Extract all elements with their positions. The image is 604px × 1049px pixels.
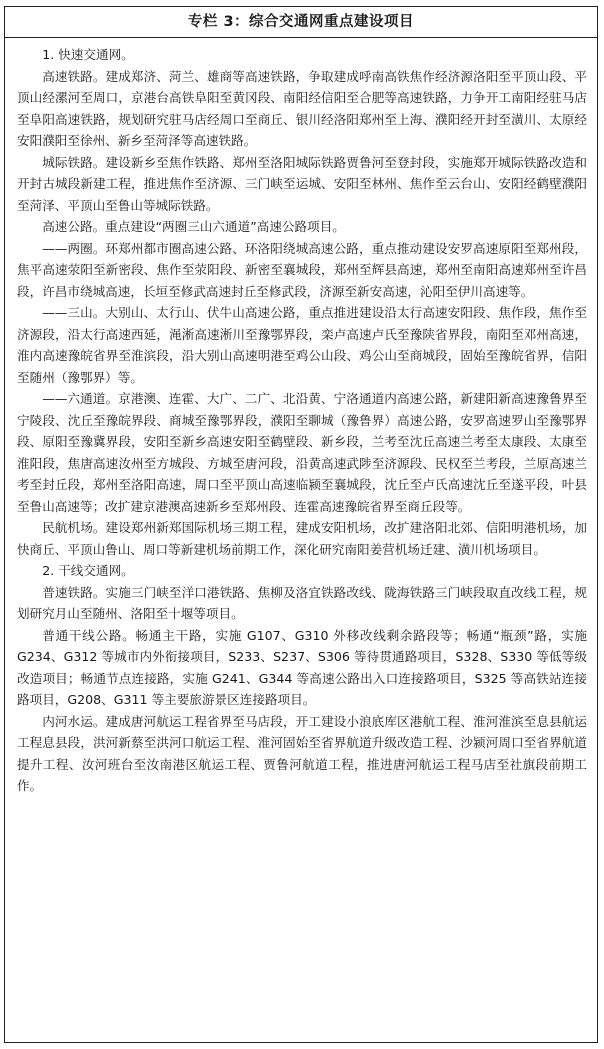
- paragraph-high-speed-rail: 高速铁路。建成郑济、菏兰、雄商等高速铁路，争取建成呼南高铁焦作经济源洛阳至平顶山段、平顶山经漯河至周口，京港台高铁阜阳至黄冈段、南阳经信阳至合肥等高速铁路，力争开工南阳经驻马店至阜阳高速铁路，规划研究驻马店经周口至商丘、银川经洛阳郑州至上海、濮阳经开封至潢川、太原经安阳濮阳至徐州、新乡至菏泽等高速铁路。: [17, 68, 587, 148]
- box-title: 专栏 3：综合交通网重点建设项目: [5, 7, 597, 38]
- paragraph-inland-waterway: 内河水运。建成唐河航运工程省界至马店段，开工建设小浪底库区港航工程、淮河淮滨至息县航运工程息县段，洪河新蔡至洪河口航运工程、淮河固始至省界航道升级改造工程、沙颍河周口至省界航道提升工程、汝河班台至汝南港区航运工程、贾鲁河航道工程，推进唐河航运工程马店至社旗段前期工作。: [17, 713, 587, 793]
- paragraph-airports: 民航机场。建设郑州新郑国际机场三期工程，建成安阳机场，改扩建洛阳北郊、信阳明港机场，加快商丘、平顶山鲁山、周口等新建机场前期工作，深化研究南阳姜营机场迁建、潢川机场项目。: [17, 520, 587, 557]
- paragraph-six-corridors: ——六通道。京港澳、连霍、大广、二广、北沿黄、宁洛通道内高速公路，新建阳新高速豫鲁界至宁陵段、沈丘至豫皖界段、商城至豫鄂界段，濮阳至聊城（豫鲁界）高速公路，安罗高速罗山至豫鄂界段、原阳至豫冀界段，安阳至新乡高速安阳至鹤壁段、新乡段，兰考至沈丘高速兰考至太康段、太康至淮阳段，焦唐高速汝州至方城段、方城至唐河段，沿黄高速武陟至济源段、民权至兰考段，兰原高速兰考至封丘段，郑州至洛阳高速，周口至平顶山高速临颍至襄城段，沈丘至卢氏高速沈丘至遂平段，叶县至鲁山高速等；改扩建京港澳高速新乡至郑州段、连霍高速豫皖省界至商丘段等。: [17, 391, 587, 514]
- paragraph-three-mountains: ——三山。大别山、太行山、伏牛山高速公路，重点推进建设沿太行高速安阳段、焦作段，焦作至济源段，沿太行高速西延，渑淅高速淅川至豫鄂界段，栾卢高速卢氏至豫陕省界段，南阳至邓州高速，淮内高速豫皖省界至淮滨段，沿大别山高速明港至鸡公山段、鸡公山至商城段，固始至豫皖省界，信阳至随州（豫鄂界）等。: [17, 305, 587, 385]
- box-content: [5, 38, 597, 797]
- paragraph-two-rings: ——两圈。环郑州都市圈高速公路、环洛阳绕城高速公路，重点推动建设安罗高速原阳至郑州段，焦平高速荥阳至新密段、焦作至荥阳段、新密至襄城段，郑州至辉县高速，郑州至南阳高速郑州至许昌段，许昌市绕城高速，长垣至修武高速封丘至修武段，济源至新安高速，沁阳至伊川高速等。: [17, 240, 587, 299]
- section-heading-trunk: 2. 干线交通网。: [42, 563, 134, 578]
- paragraph-intercity-rail: 城际铁路。建设新乡至焦作铁路、郑州至洛阳城际铁路贾鲁河至登封段，实施郑开城际铁路改造和开封古城段新建工程，推进焦作至济源、三门峡至运城、安阳至林州、焦作至云台山、安阳经鹤壁濮阳至菏泽、平顶山至鲁山等城际铁路。: [17, 154, 587, 213]
- section-heading-express: 1. 快速交通网。: [42, 47, 134, 62]
- paragraph-conventional-rail: 普速铁路。实施三门峡至洋口港铁路、焦柳及洛宜铁路改线、陇海铁路三门峡段取直改线工程，规划研究月山至随州、洛阳至十堰等项目。: [17, 584, 587, 621]
- project-box: [4, 6, 598, 1043]
- paragraph-expressway: 高速公路。重点建设“两圈三山六通道”高速公路项目。: [42, 219, 345, 234]
- paragraph-trunk-highway: 普通干线公路。畅通主干路，实施 G107、G310 外移改线剩余路段等；畅通“瓶颈”路，实施 G234、G312 等城市内外衔接项目，S233、S237、S306 等待贯通路项目，S328、S330 等低等级改造项目；畅通节点连接路，实施 G241、G344 等高速公路出入口连接路项目，S325 等高铁站连接路项目，G208、G311 等主要旅游景区连接路项目。: [17, 627, 587, 707]
